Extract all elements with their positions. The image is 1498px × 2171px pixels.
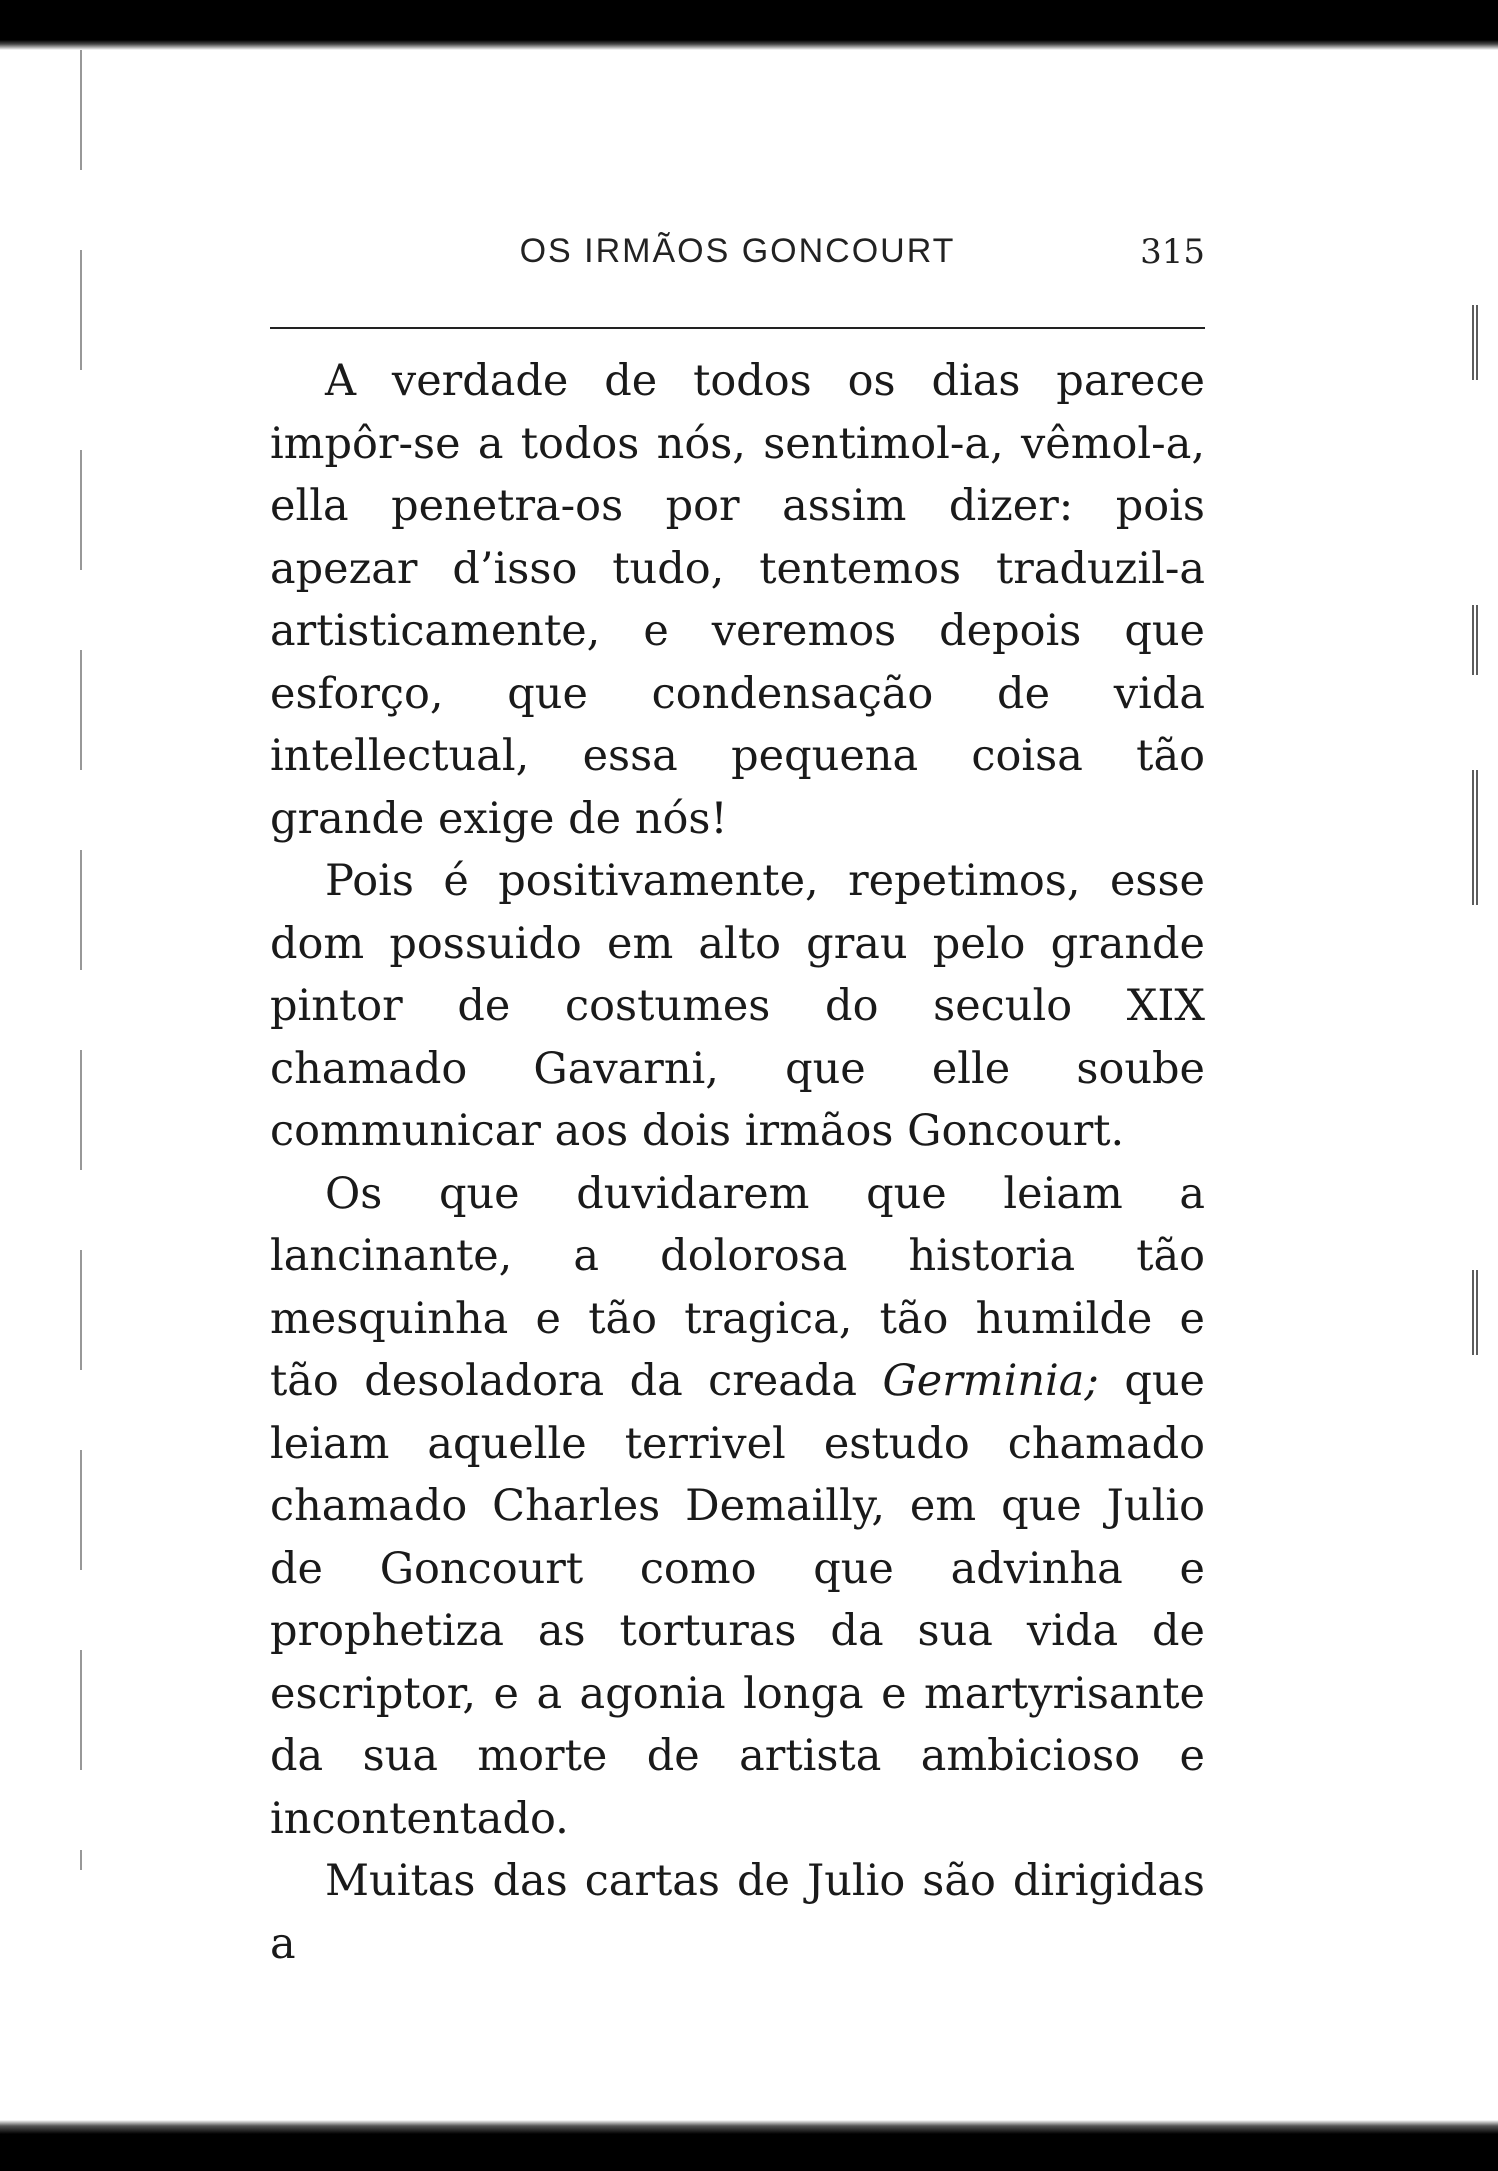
paragraph: Pois é positivamente, repetimos, esse dom possuido em alto grau pelo grande pintor de costumes do seculo XIX chamado Gavarni, que elle soube communicar aos dois irmãos Goncourt. — [270, 856, 1205, 1156]
paragraph: Muitas das cartas de Julio são dirigidas a — [270, 1856, 1205, 1969]
page-header — [270, 232, 1205, 292]
paragraph — [270, 1163, 1205, 1851]
paragraph-text: que leiam aquelle terrivel estudo chamado chamado Charles Demailly, em que Julio de Goncourt como que advinha e prophetiza as torturas da sua vida de escriptor, e a agonia longa e martyrisante da sua morte de artista ambicioso e incontentado. — [270, 1356, 1205, 1844]
italic-title: Germinia; — [882, 1356, 1099, 1406]
running-title: OS IRMÃOS GONCOURT — [519, 232, 956, 270]
scan-edge-right-mark — [1472, 770, 1478, 905]
scan-edge-right-mark — [1472, 1270, 1478, 1355]
scan-border-bottom — [0, 2120, 1498, 2171]
paragraph: A verdade de todos os dias parece impôr-se a todos nós, sentimol-a, vêmol-a, ella penetra-os por assim dizer: pois apezar d’isso tudo, tentemos traduzil-a artisticamente, e veremos depois que esforço, que condensação de vida intellectual, essa pequena coisa tão grande exige de nós! — [270, 356, 1205, 844]
paragraph-text: Os que duvidarem que leiam a lancinante, a dolorosa historia tão mesquinha e tão tragica, tão humilde e tão desoladora da creada — [270, 1168, 1205, 1406]
page-number: 315 — [1140, 232, 1205, 272]
scan-edge-left — [80, 50, 82, 1870]
scan-border-top — [0, 0, 1498, 50]
body-text — [270, 350, 1205, 1975]
scan-edge-right-mark — [1472, 605, 1478, 675]
header-rule — [270, 327, 1205, 329]
scan-edge-right-mark — [1472, 305, 1478, 380]
